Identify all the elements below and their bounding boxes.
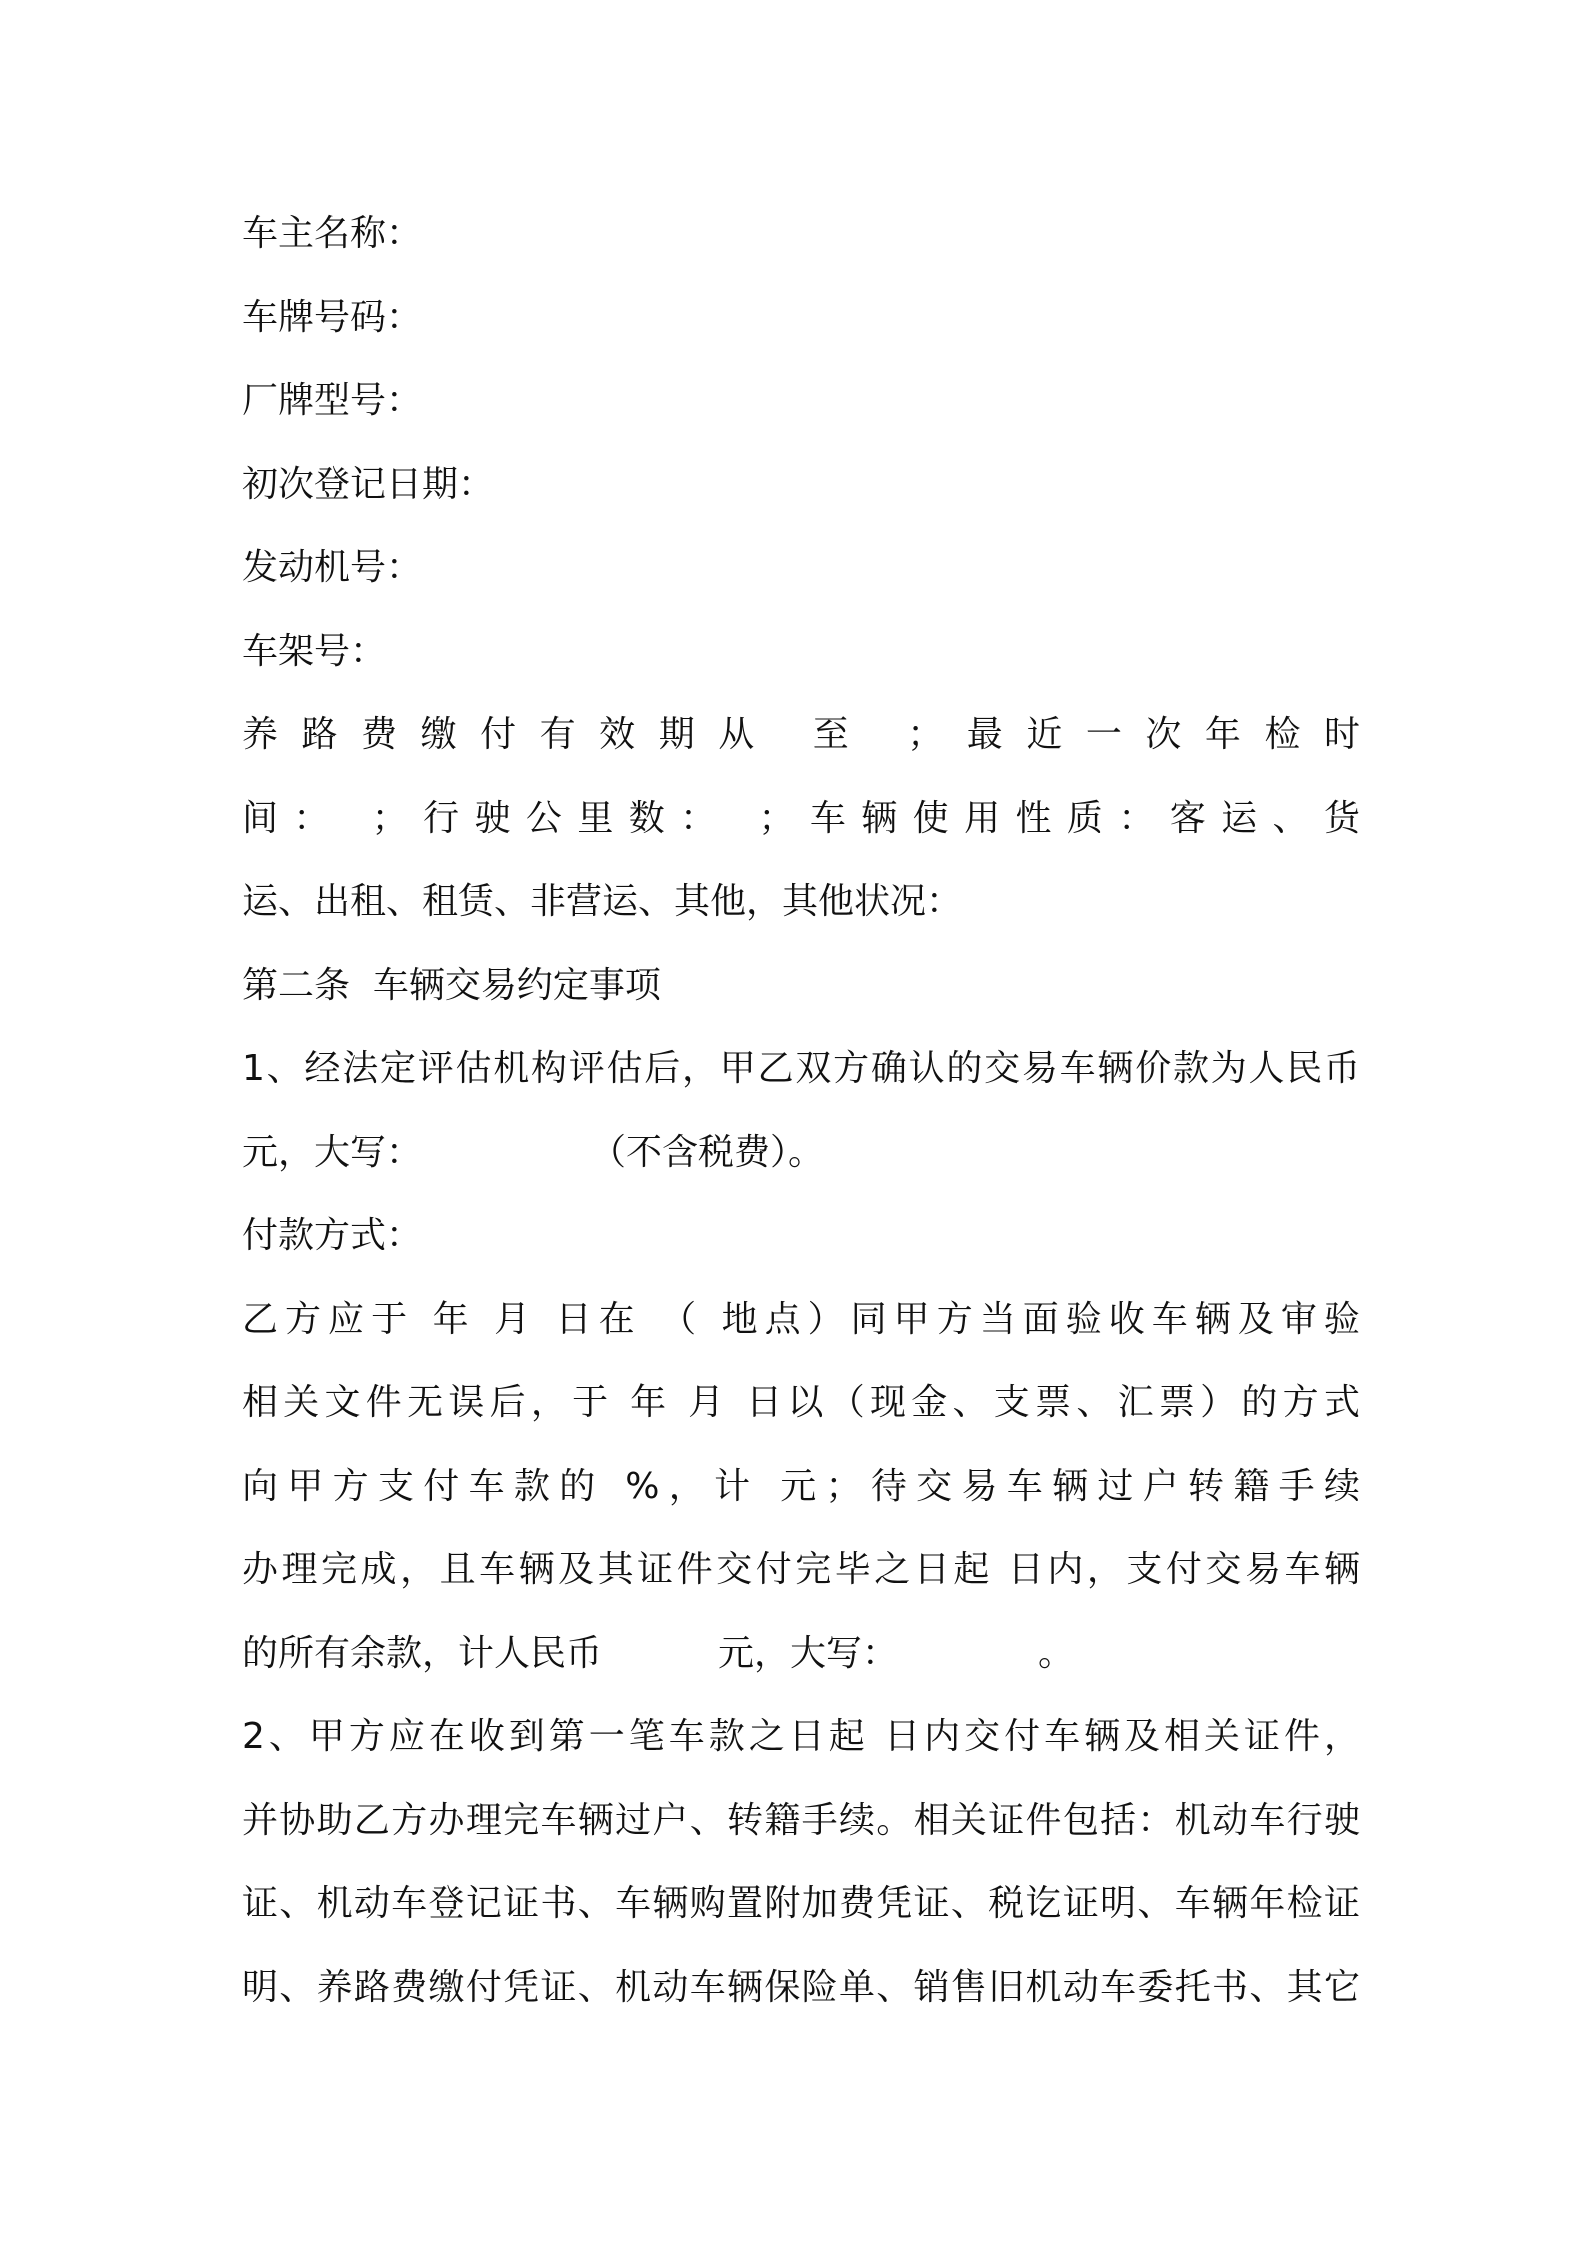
field-first-registration-date: 初次登记日期： <box>242 463 495 505</box>
road-fee-line-2 <box>242 777 1360 861</box>
field-engine-number: 发动机号： <box>242 547 423 588</box>
payment-line-3-percent: %，计 <box>625 1465 760 1507</box>
payment-line-2-year: 年 <box>630 1382 672 1423</box>
item-1-line-1: 1、经法定评估机构评估后，甲乙双方确认的交易车辆价款为人民币 <box>242 1048 1360 1089</box>
road-fee-line-1 <box>242 693 1360 777</box>
payment-line-5-text-c: 。 <box>1038 1632 1075 1674</box>
payment-line-3-text-c: 元；待交易车辆过户转籍手续 <box>780 1465 1360 1507</box>
payment-line-1-text-f: 地点）同甲方当面验收车辆及审验 <box>721 1298 1360 1340</box>
last-inspection-label: ；最近一次年检时 <box>907 714 1360 755</box>
payment-line-2-text-d: 日以（现金、支票、汇票）的方式 <box>746 1382 1360 1423</box>
field-owner-name: 车主名称： <box>242 213 423 254</box>
payment-line-4 <box>242 1528 1360 1612</box>
item-2-line-1 <box>242 1695 1360 1779</box>
road-fee-period-from: 养路费缴付有效期从 <box>242 714 778 755</box>
payment-line-1-text-a: 乙方应于 <box>242 1298 415 1340</box>
usage-nature-label: ；车辆使用性质：客运、货 <box>758 797 1360 839</box>
tax-exclusion-note: （不含税费）。 <box>590 1131 825 1173</box>
item-2-line-1-text-a: 2、甲方应在收到第一笔车款之日起 <box>242 1716 869 1757</box>
item-2-line-4: 明、养路费缴付凭证、机动车辆保险单、销售旧机动车委托书、其它 <box>242 1966 1360 2008</box>
road-fee-line-3: 运、出租、租赁、非营运、其他，其他状况： <box>242 881 963 922</box>
payment-line-1-day: 日在 <box>555 1298 642 1340</box>
payment-line-3 <box>242 1445 1360 1529</box>
payment-line-1-month: 月 <box>494 1298 538 1340</box>
payment-line-2-month: 月 <box>688 1382 730 1423</box>
item-1-line-2 <box>242 1111 1360 1195</box>
payment-line-4-text-a: 办理完成，且车辆及其证件交付完毕之日起 <box>242 1549 993 1590</box>
payment-line-3-text-a: 向甲方支付车款的 <box>242 1465 605 1507</box>
payment-line-5 <box>242 1612 1360 1696</box>
field-frame-number: 车架号： <box>242 630 387 672</box>
item-2-line-1-text-b: 日内交付车辆及相关证件， <box>884 1716 1360 1757</box>
payment-line-2-text-a: 相关文件无误后，于 <box>242 1382 614 1423</box>
inspection-time-label: 间： <box>242 797 345 839</box>
payment-line-1-year: 年 <box>432 1298 476 1340</box>
payment-line-2 <box>242 1361 1360 1445</box>
price-in-words-label: 元，大写： <box>242 1131 423 1173</box>
payment-line-5-text-b: 元，大写： <box>718 1632 899 1674</box>
payment-line-1-paren: （ <box>660 1298 704 1340</box>
payment-line-4-text-b: 日内，支付交易车辆 <box>1007 1549 1360 1590</box>
item-2-line-2: 并协助乙方办理完车辆过户、转籍手续。相关证件包括：机动车行驶 <box>242 1799 1360 1841</box>
payment-method-title: 付款方式： <box>242 1215 423 1256</box>
item-2-line-3: 证、机动车登记证书、车辆购置附加费凭证、税讫证明、车辆年检证 <box>242 1883 1360 1924</box>
road-fee-period-to: 至 <box>812 714 873 755</box>
payment-line-5-text-a: 的所有余款，计人民币 <box>242 1632 603 1674</box>
contract-body <box>242 192 1360 2029</box>
mileage-label: ；行驶公里数： <box>371 797 732 839</box>
field-plate-number: 车牌号码： <box>242 296 423 338</box>
article-2-heading: 第二条 车辆交易约定事项 <box>242 964 661 1006</box>
field-brand-model: 厂牌型号： <box>242 380 423 421</box>
payment-line-1 <box>242 1278 1360 1362</box>
